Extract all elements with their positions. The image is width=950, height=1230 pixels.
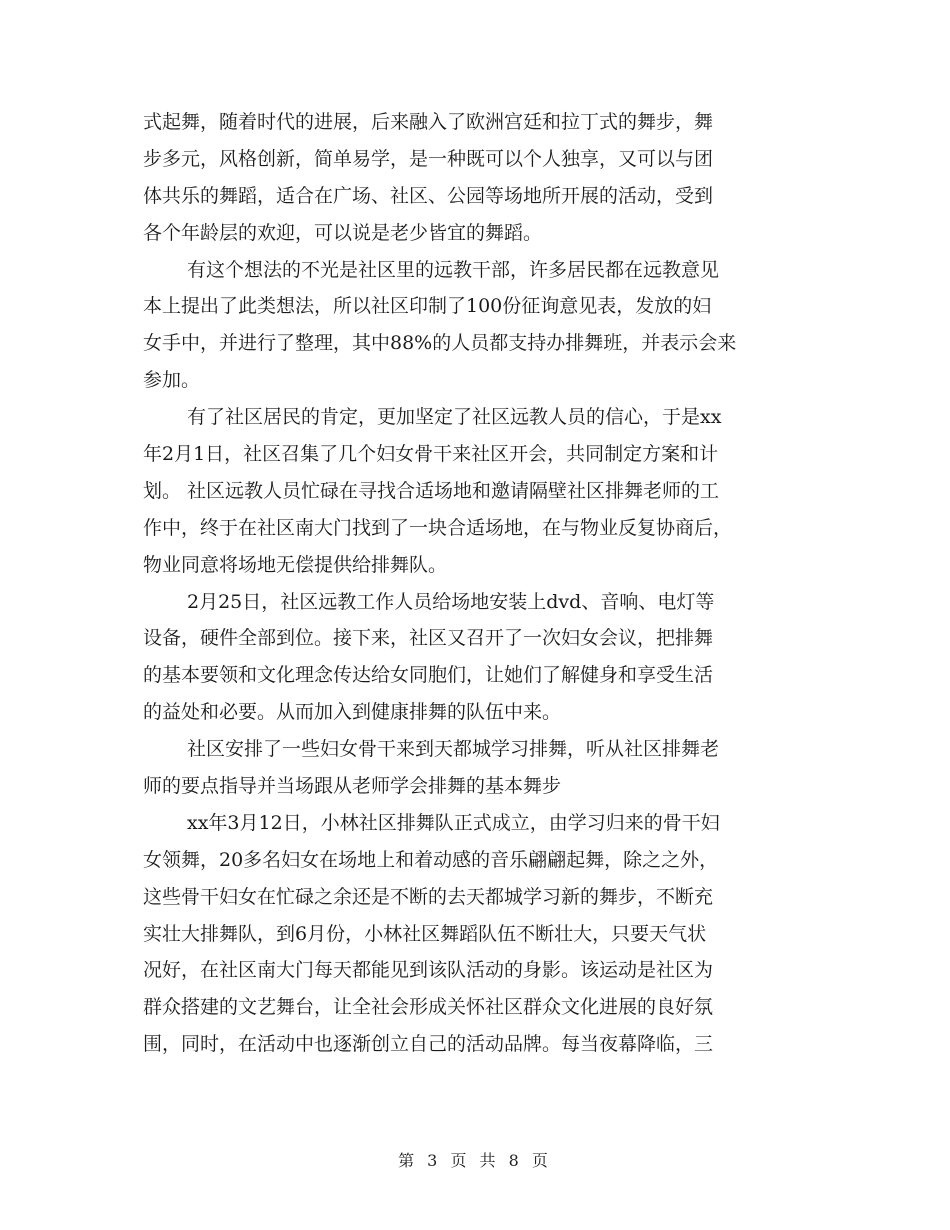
- paragraph: [143, 104, 808, 252]
- page-footer: 第 3 页 共 8 页: [398, 1151, 552, 1170]
- text-line: 女手中，并进行了整理，其中88%的人员都支持办排舞班，并表示会来: [143, 332, 737, 355]
- text-line: 设备，硬件全部到位。接下来，社区又召开了一次妇女会议，把排舞: [143, 627, 714, 650]
- text-line: 步多元，风格创新，简单易学，是一种既可以个人独享，又可以与团: [143, 147, 714, 170]
- text-line: 各个年龄层的欢迎，可以说是老少皆宜的舞蹈。: [143, 221, 543, 244]
- text-line: 女领舞，20多名妇女在场地上和着动感的音乐翩翩起舞，除之之外，: [143, 848, 719, 871]
- text-line: 群众搭建的文艺舞台，让全社会形成关怀社区群众文化进展的良好氛: [143, 996, 714, 1019]
- paragraph: [143, 805, 808, 1063]
- text-line: 划。 社区远教人员忙碌在寻找合适场地和邀请隔壁社区排舞老师的工: [143, 479, 720, 502]
- text-line: 有了社区居民的肯定，更加坚定了社区远教人员的信心，于是xx: [187, 406, 722, 429]
- text-line: 年2月1日，社区召集了几个妇女骨干来社区开会，共同制定方案和计: [143, 443, 719, 466]
- document-body: [143, 104, 808, 1063]
- text-line: 师的要点指导并当场跟从老师学会排舞的基本舞步: [143, 775, 562, 798]
- text-line: 这些骨干妇女在忙碌之余还是不断的去天都城学习新的舞步，不断充: [143, 885, 714, 908]
- text-line: 围，同时，在活动中也逐渐创立自己的活动品牌。每当夜幕降临，三: [143, 1033, 714, 1056]
- text-line: 式起舞，随着时代的进展，后来融入了欧洲宫廷和拉丁式的舞步，舞: [143, 111, 714, 133]
- paragraph: [143, 584, 808, 732]
- text-line: 的益处和必要。从而加入到健康排舞的队伍中来。: [143, 701, 562, 724]
- text-line: 作中，终于在社区南大门找到了一块合适场地，在与物业反复协商后，: [143, 516, 733, 539]
- paragraph: [143, 252, 808, 400]
- text-line: 2月25日，社区远教工作人员给场地安装上dvd、音响、电灯等: [187, 590, 715, 613]
- text-line: 物业同意将场地无偿提供给排舞队。: [143, 553, 448, 576]
- text-line: 况好，在社区南大门每天都能见到该队活动的身影。该运动是社区为: [143, 959, 714, 982]
- paragraph: [143, 399, 808, 583]
- text-line: 实壮大排舞队，到6月份，小林社区舞蹈队伍不断壮大，只要天气状: [143, 922, 707, 945]
- text-line: 本上提出了此类想法，所以社区印制了100份征询意见表，发放的妇: [143, 295, 712, 318]
- text-line: 参加。: [143, 369, 201, 392]
- text-line: xx年3月12日，小林社区排舞队正式成立，由学习归来的骨干妇: [187, 811, 720, 834]
- paragraph: [143, 731, 808, 805]
- text-line: 社区安排了一些妇女骨干来到天都城学习排舞，听从社区排舞老: [187, 738, 720, 761]
- text-line: 体共乐的舞蹈，适合在广场、社区、公园等场地所开展的活动，受到: [143, 184, 714, 207]
- text-line: 的基本要领和文化理念传达给女同胞们，让她们了解健身和享受生活: [143, 664, 714, 687]
- text-line: 有这个想法的不光是社区里的远教干部，许多居民都在远教意见: [187, 258, 720, 281]
